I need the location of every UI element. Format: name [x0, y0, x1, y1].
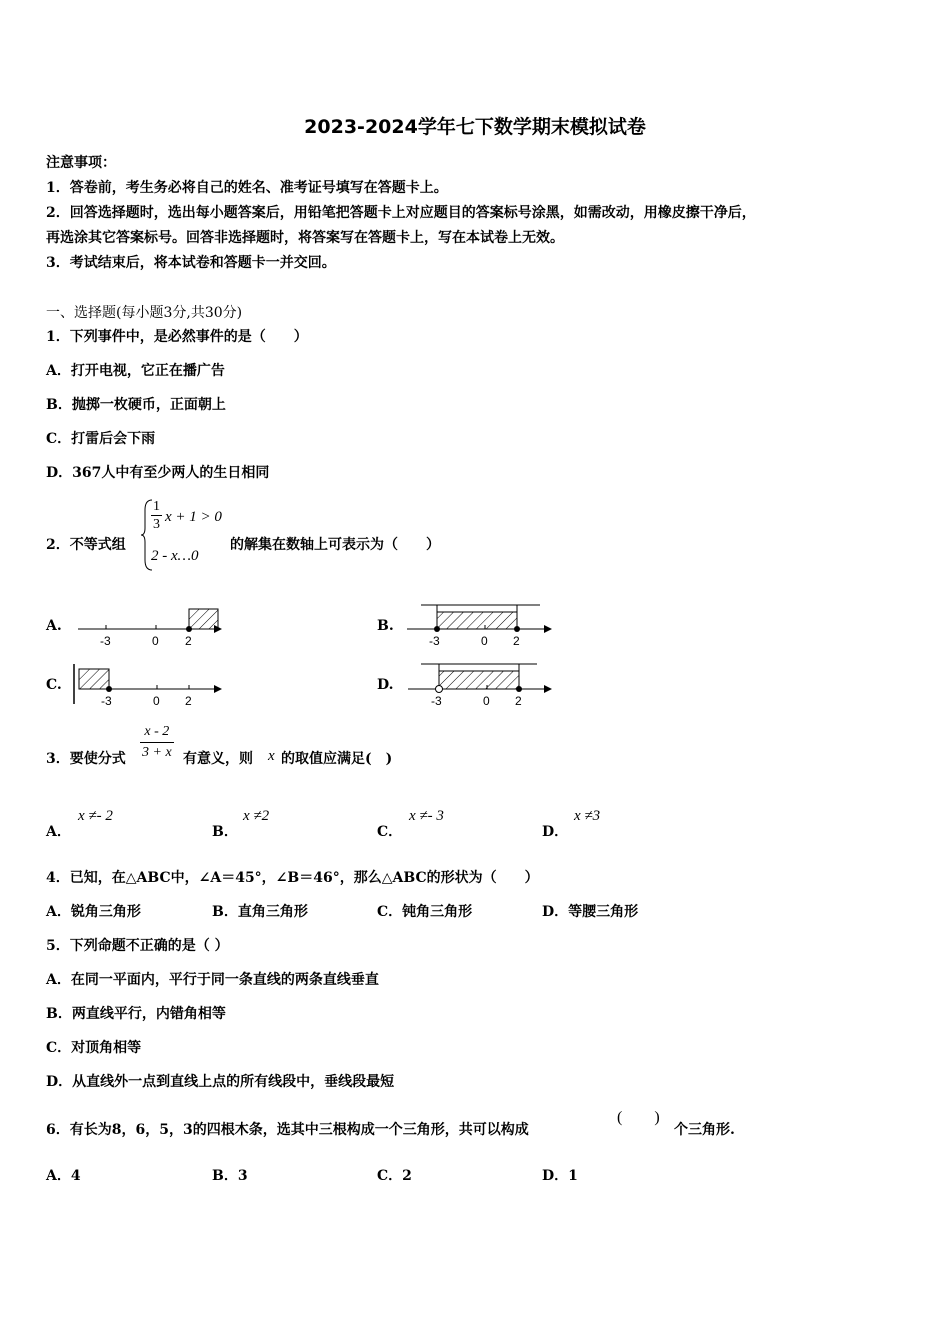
q3-option-d-expr: x ≠3: [574, 808, 601, 824]
page-title: 2023-2024学年七下数学期末模拟试卷: [304, 116, 646, 138]
q4-option-c: C．钝角三角形: [377, 904, 473, 920]
q2-label-c: C.: [46, 677, 62, 693]
q5-option-a: A．在同一平面内，平行于同一条直线的两条直线垂直: [46, 972, 379, 988]
tick-label: 2: [515, 694, 522, 708]
q3-var: x: [268, 748, 275, 764]
notice-item-3: 3．考试结束后，将本试卷和答题卡一并交回。: [46, 255, 336, 271]
q2-number-line-b: [407, 605, 552, 648]
q3-option-a-expr: x ≠- 2: [78, 808, 113, 824]
q2-inequality-system: [140, 498, 230, 572]
q2-number-line-a: [78, 609, 222, 648]
notice-heading: 注意事项：: [46, 155, 116, 171]
q5-option-d: D．从直线外一点到直线上点的所有线段中，垂线段最短: [46, 1074, 395, 1090]
tick-label: -3: [431, 694, 442, 708]
notice-item-2: 2．回答选择题时，选出每小题答案后，用铅笔把答题卡上对应题目的答案标号涂黑，如需改动，用橡皮擦干净后，: [46, 205, 756, 221]
q2-frac-num: 1: [153, 499, 160, 514]
tick-label: -3: [429, 634, 440, 648]
q2-label-b: B.: [377, 618, 394, 634]
q1-option-b: B．抛掷一枚硬币，正面朝上: [46, 397, 226, 413]
q3-option-c-label: C．: [377, 824, 403, 840]
q2-prefix: 2．不等式组: [46, 537, 126, 553]
q2-number-line-c: [74, 664, 222, 708]
q3-frac-num: x - 2: [140, 722, 174, 743]
tick-label: 2: [185, 694, 192, 708]
q3-fraction: [140, 722, 174, 763]
q2-frac-den: 3: [153, 517, 160, 532]
q6-stem: 6．有长为8，6，5，3的四根木条，选其中三根构成一个三角形，共可以构成: [46, 1122, 529, 1138]
tick-label: 2: [513, 634, 520, 648]
q3-frac-den: 3 + x: [142, 745, 172, 760]
tick-label: 0: [152, 634, 159, 648]
q4-stem: 4．已知，在△ABC中，∠A＝45°，∠B＝46°，那么△ABC的形状为（ ）: [46, 870, 539, 886]
q4-option-a: A．锐角三角形: [46, 904, 141, 920]
section-heading: 一、选择题(每小题3分,共30分): [46, 305, 243, 321]
q3-option-a-label: A．: [46, 824, 71, 840]
q3-prefix: 3．要使分式: [46, 751, 126, 767]
tick-label: -3: [101, 694, 112, 708]
tick-label: 0: [481, 634, 488, 648]
q3-option-b-label: B．: [212, 824, 238, 840]
notice-item-2-cont: 再选涂其它答案标号。回答非选择题时，将答案写在答题卡上，写在本试卷上无效。: [46, 230, 564, 246]
q1-stem: 1．下列事件中，是必然事件的是（ ）: [46, 329, 308, 345]
q3-option-d-label: D．: [542, 824, 569, 840]
q2-fraction-one-third: [151, 498, 162, 533]
q6-suffix: 个三角形.: [674, 1122, 735, 1138]
q6-option-c: C．2: [377, 1168, 412, 1184]
q4-option-d: D．等腰三角形: [542, 904, 639, 920]
q5-option-c: C．对顶角相等: [46, 1040, 142, 1056]
q2-number-lines: [0, 600, 950, 720]
q3-middle: 有意义，则: [183, 751, 253, 767]
q3-suffix: 的取值应满足( ): [281, 751, 393, 767]
tick-label: 0: [483, 694, 490, 708]
q3-option-b-expr: x ≠2: [243, 808, 270, 824]
q1-option-c: C．打雷后会下雨: [46, 431, 156, 447]
q6-option-b: B．3: [212, 1168, 248, 1184]
q3-option-c-expr: x ≠- 3: [409, 808, 444, 824]
q5-option-b: B．两直线平行，内错角相等: [46, 1006, 226, 1022]
tick-label: 2: [185, 634, 192, 648]
notice-item-1: 1．答卷前，考生务必将自己的姓名、准考证号填写在答题卡上。: [46, 180, 448, 196]
tick-label: 0: [153, 694, 160, 708]
q5-stem: 5．下列命题不正确的是（ ）: [46, 938, 229, 954]
q2-line2: 2 - x…0: [151, 548, 199, 564]
q2-label-a: A.: [46, 618, 62, 634]
q2-suffix: 的解集在数轴上可表示为（ ）: [230, 537, 440, 553]
q2-line1-rest: x + 1 > 0: [165, 509, 222, 525]
q4-option-b: B．直角三角形: [212, 904, 308, 920]
q1-option-a: A．打开电视，它正在播广告: [46, 363, 225, 379]
q6-option-a: A．4: [46, 1168, 81, 1184]
q6-option-d: D．1: [542, 1168, 578, 1184]
q1-option-d: D．367人中有至少两人的生日相同: [46, 465, 270, 481]
q2-number-line-d: [408, 664, 552, 708]
q6-blank: ( ): [617, 1109, 660, 1126]
tick-label: -3: [100, 634, 111, 648]
q2-label-d: D.: [377, 677, 394, 693]
